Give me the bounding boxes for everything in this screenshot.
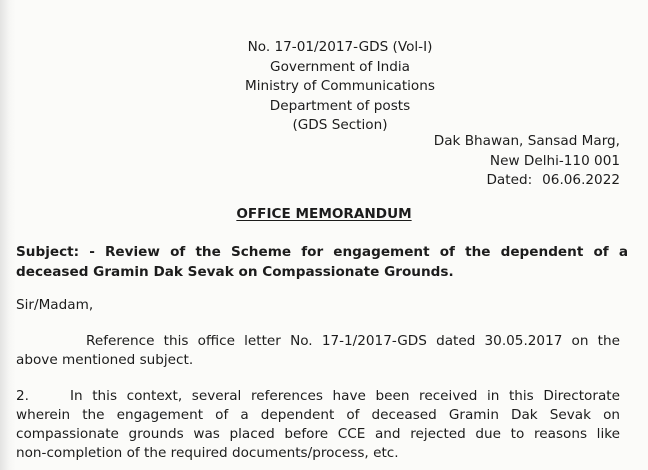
- subject-block: [16, 243, 628, 282]
- paragraph-2-line-4: non-completion of the required documents/process, etc.: [16, 445, 399, 461]
- letter-header: [190, 38, 490, 136]
- subject-line-2: deceased Gramin Dak Sevak on Compassionate Grounds.: [16, 263, 454, 280]
- ministry-name: Ministry of Communications: [245, 78, 435, 94]
- paragraph-2-line-1-text: In this context, several references have been received in this Directorate: [70, 388, 620, 404]
- paragraph-1-line-1: Reference this office letter No. 17-1/2017-GDS dated 30.05.2017 on the: [86, 333, 620, 349]
- paragraph-1-line-2: above mentioned subject.: [16, 352, 194, 368]
- salutation: Sir/Madam,: [16, 297, 94, 313]
- address-block: [380, 132, 620, 191]
- paragraph-2-line-3: compassionate grounds was placed before CCE and rejected due to reasons like: [16, 426, 620, 442]
- date-label: Dated:: [486, 172, 533, 188]
- government-name: Government of India: [270, 58, 410, 75]
- file-number: No. 17-01/2017-GDS (Vol-I): [247, 39, 433, 55]
- scan-shadow-edge: [0, 0, 16, 470]
- paragraph-number: 2.: [16, 388, 29, 404]
- paragraph-2: [16, 387, 620, 463]
- paragraph-2-line-2: wherein the engagement of a dependent of deceased Gramin Dak Sevak on: [16, 407, 620, 423]
- subject-line-1: Subject: - Review of the Scheme for engagement of the dependent of a: [16, 244, 628, 260]
- date-line: [380, 171, 620, 191]
- paragraph-1: [16, 332, 620, 370]
- memo-title-text: OFFICE MEMORANDUM: [236, 206, 412, 222]
- paragraph-2-line-1: [16, 387, 620, 406]
- memo-title: [0, 206, 648, 222]
- date-value: 06.06.2022: [542, 172, 620, 188]
- address-line-1: Dak Bhawan, Sansad Marg,: [433, 133, 620, 149]
- department-name: Department of posts: [269, 97, 411, 114]
- address-line-2: New Delhi-110 001: [489, 152, 620, 169]
- section-name: (GDS Section): [292, 117, 388, 133]
